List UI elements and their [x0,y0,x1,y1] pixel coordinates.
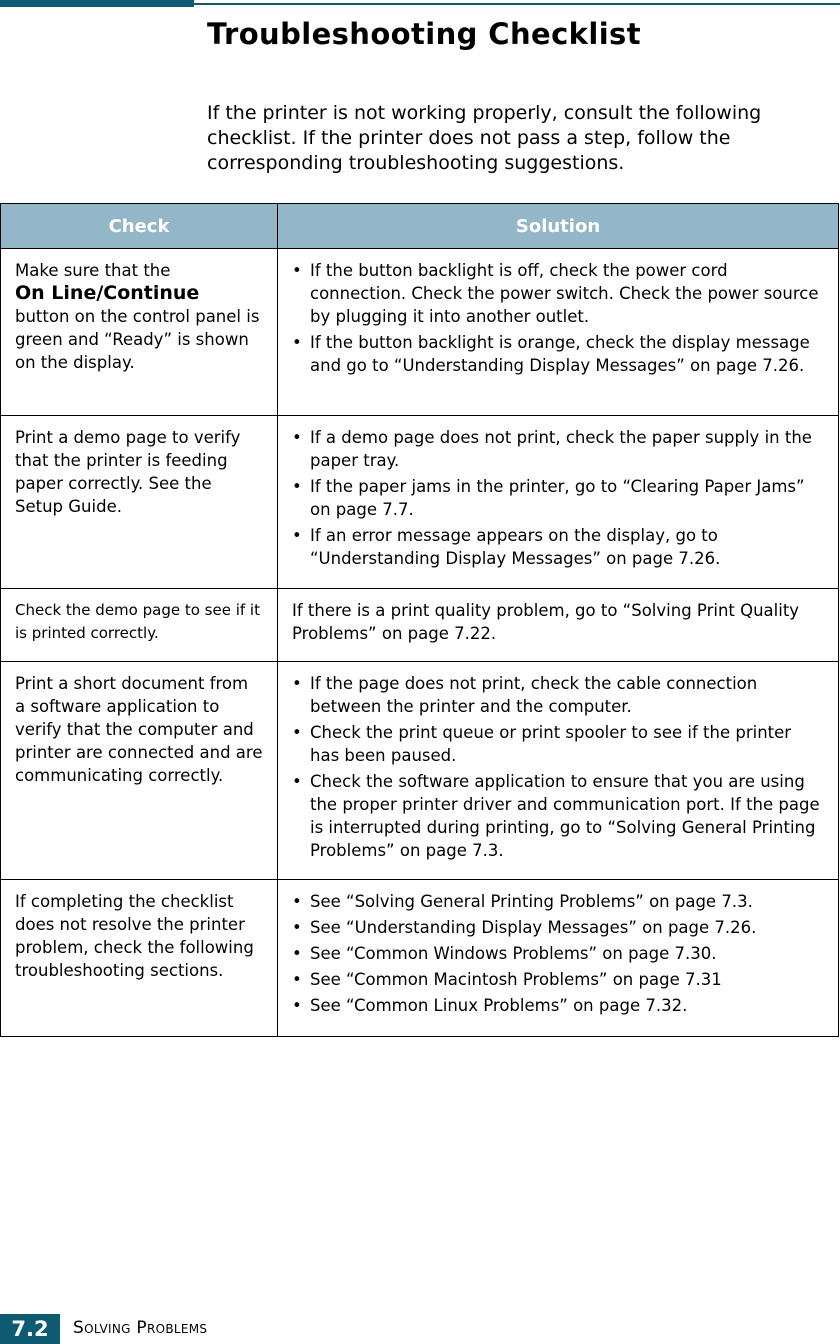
section-name: Solving Problems [73,1318,208,1338]
check-cell: If completing the checklist does not resolve the printer problem, check the following troubleshooting sections. [1,880,278,1037]
troubleshooting-table [0,203,839,1037]
solution-item: • See “Common Macintosh Problems” on page 7.31 [292,968,824,991]
solution-item: • Check the print queue or print spooler to see if the printer has been paused. [292,721,824,767]
solution-item: • If the button backlight is orange, check the display message and go to “Understanding Display Messages” on page 7.26. [292,331,824,377]
check-cell: Print a demo page to verify that the printer is feeding paper correctly. See the Setup Guide. [1,416,278,589]
page-number-badge: 7.2 [0,1314,60,1344]
solution-cell [278,662,839,880]
header-rule [194,3,840,5]
solution-item: • If a demo page does not print, check the paper supply in the paper tray. [292,426,824,472]
solution-item: • If the button backlight is off, check the power cord connection. Check the power switch. Check the power source by plugging it into another outlet. [292,259,824,328]
column-header-check: Check [1,204,278,249]
solution-item: • If an error message appears on the display, go to “Understanding Display Messages” on page 7.26. [292,524,824,570]
table-row [1,416,839,589]
check-cell: Print a short document from a software application to verify that the computer and printer are connected and are communicating correctly. [1,662,278,880]
check-cell: Check the demo page to see if it is printed correctly. [1,589,278,662]
check-text: Make sure that the [15,261,171,280]
solution-item: • See “Common Windows Problems” on page 7.30. [292,942,824,965]
table-row [1,662,839,880]
solution-list [292,672,824,862]
table-row [1,589,839,662]
solution-item: • If the paper jams in the printer, go to “Clearing Paper Jams” on page 7.7. [292,475,824,521]
intro-paragraph: If the printer is not working properly, consult the following checklist. If the printer does not pass a step, follow the corresponding troubleshooting suggestions. [207,102,762,174]
solution-list [292,259,824,377]
solution-item: • Check the software application to ensure that you are using the proper printer driver and communication port. If the page is interrupted during printing, go to “Solving General Printing Problems” on page 7.3. [292,770,824,862]
solution-cell: If there is a print quality problem, go to “Solving Print Quality Problems” on page 7.22. [278,589,839,662]
solution-cell [278,880,839,1037]
solution-cell [278,416,839,589]
check-text: button on the control panel is green and “Ready” is shown on the display. [15,307,260,372]
solution-cell [278,249,839,416]
column-header-solution: Solution [278,204,839,249]
table-header-row [1,204,839,249]
solution-list [292,890,824,1017]
solution-item: • See “Common Linux Problems” on page 7.32. [292,994,824,1017]
solution-item: • See “Solving General Printing Problems” on page 7.3. [292,890,824,913]
table-row [1,880,839,1037]
header-accent-bar [0,0,194,7]
solution-item: • If the page does not print, check the cable connection between the printer and the computer. [292,672,824,718]
solution-item: • See “Understanding Display Messages” on page 7.26. [292,916,824,939]
table-row [1,249,839,416]
button-name-keyword: On Line/Continue [15,282,200,304]
page-title: Troubleshooting Checklist [207,17,641,51]
check-cell [1,249,278,416]
solution-list [292,426,824,570]
